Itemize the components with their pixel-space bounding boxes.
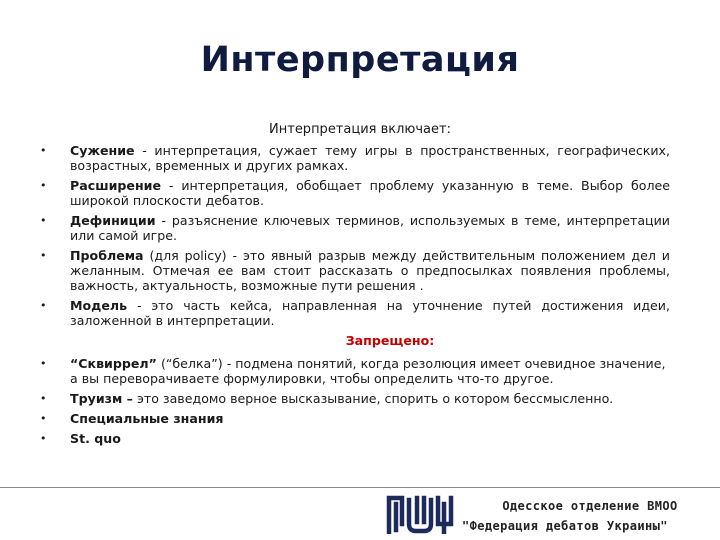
list-item	[40, 143, 670, 173]
item-term: Проблема	[70, 248, 144, 263]
item-text: это заведомо верное высказывание, спорить о котором бессмысленно.	[132, 391, 614, 406]
item-term: Сужение	[70, 143, 135, 158]
item-term: Дефиниции	[70, 213, 156, 228]
bullet-icon: •	[40, 357, 47, 370]
bullet-list	[40, 143, 670, 451]
slide-subtitle: Интерпретация включает:	[269, 122, 451, 137]
item-text: (“белка”) - подмена понятий, когда резолюция имеет очевидное значение, а вы переворачиваете формулировки, чтобы определить что-то другое.	[70, 356, 666, 386]
organization-name	[462, 496, 718, 536]
item-term: St. quo	[70, 431, 121, 446]
org-line-2: "Федерация дебатов Украины"	[462, 519, 668, 533]
item-term: Модель	[70, 298, 128, 313]
item-text: (для policy) - это явный разрыв между действительным положением дел и желанным. Отмечая ее вам стоит рассказать о предпосылках появления проблемы, важность, актуальность, возможные пути решения .	[70, 248, 670, 293]
footer-divider	[0, 487, 720, 488]
slide-title: Интерпретация	[200, 40, 520, 80]
list-item	[40, 178, 670, 208]
list-item	[40, 356, 670, 386]
bullet-icon: •	[40, 392, 47, 405]
bullet-icon: •	[40, 214, 47, 227]
item-term: “Сквиррел”	[70, 356, 157, 371]
list-item	[40, 213, 670, 243]
forbidden-heading: Запрещено:	[345, 333, 435, 348]
item-text: - интерпретация, сужает тему игры в пространственных, географических, возрастных, временных и других рамках.	[70, 143, 670, 173]
list-item	[40, 411, 670, 426]
item-term: Специальные знания	[70, 411, 224, 426]
bullet-icon: •	[40, 179, 47, 192]
debate-federation-logo-icon	[386, 494, 454, 534]
list-item	[40, 298, 670, 328]
bullet-icon: •	[40, 412, 47, 425]
item-term: Труизм –	[70, 391, 133, 406]
item-text: - разъяснение ключевых терминов, используемых в теме, интерпретации или самой игре.	[70, 213, 670, 243]
list-item	[40, 391, 670, 406]
item-term: Расширение	[70, 178, 162, 193]
item-text: - это часть кейса, направленная на уточнение путей достижения идеи, заложенной в интерпретации.	[70, 298, 670, 328]
bullet-icon: •	[40, 144, 47, 157]
org-line-1: Одесское отделение ВМОО	[502, 499, 678, 513]
list-item	[40, 431, 670, 446]
item-text: - интерпретация, обобщает проблему указанную в теме. Выбор более широкой плоскости дебатов.	[70, 178, 670, 208]
bullet-icon: •	[40, 249, 47, 262]
bullet-icon: •	[40, 299, 47, 312]
list-item	[40, 248, 670, 293]
bullet-icon: •	[40, 432, 47, 445]
